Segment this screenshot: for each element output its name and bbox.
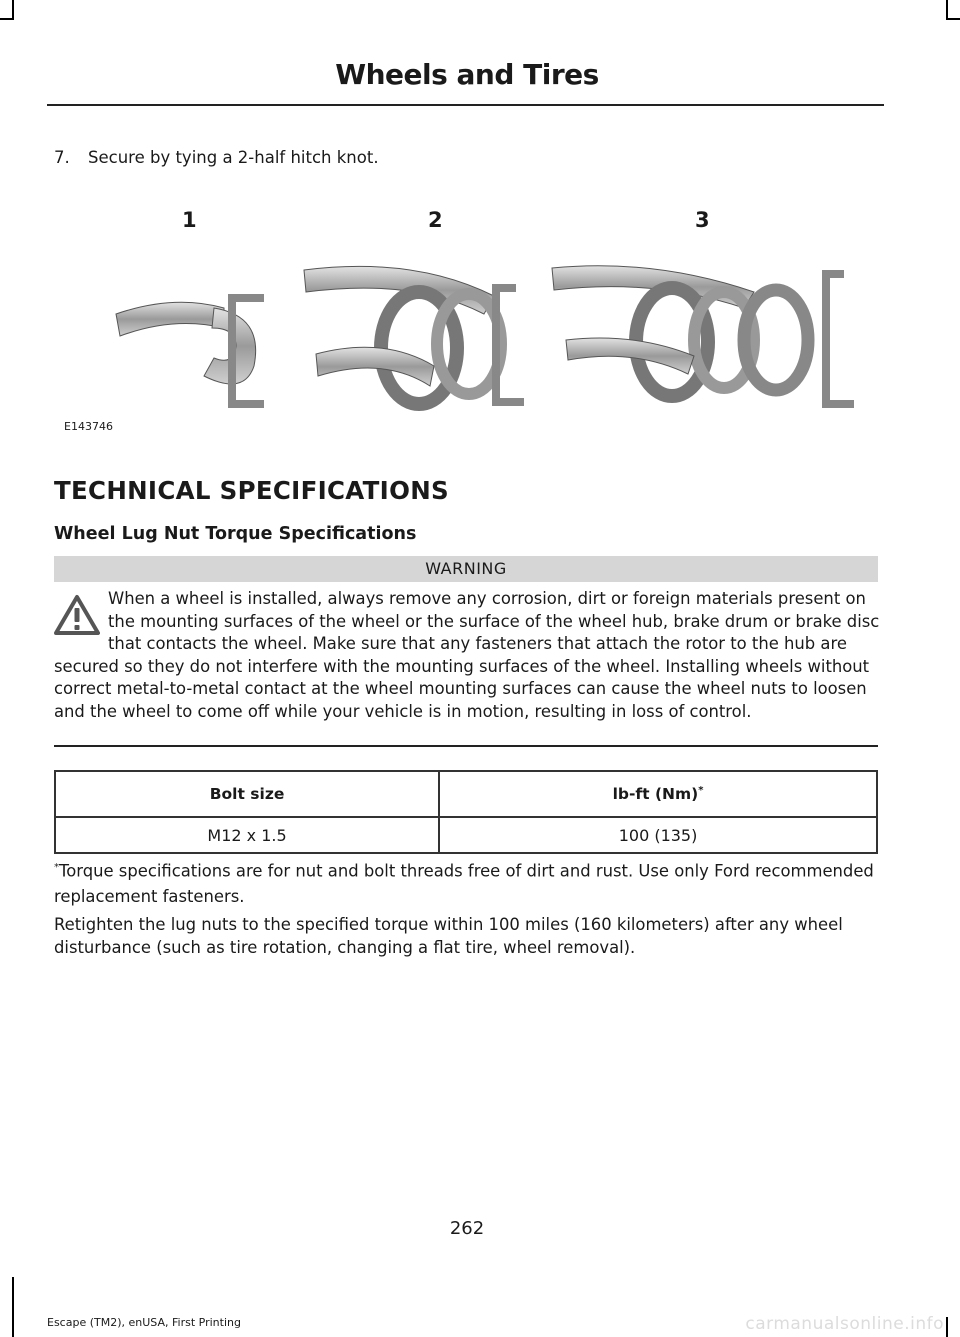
crop-mark xyxy=(12,0,14,20)
warning-triangle-icon xyxy=(54,594,100,636)
footer-edition: Escape (TM2), enUSA, First Printing xyxy=(47,1316,241,1329)
footnote-mark: * xyxy=(54,862,59,873)
warning-body xyxy=(54,588,880,723)
header-bolt-size: Bolt size xyxy=(55,771,439,817)
page-number: 262 xyxy=(449,1218,485,1239)
knot-step-2 xyxy=(304,266,524,404)
sub-heading: Wheel Lug Nut Torque Specifications xyxy=(54,524,417,544)
warning-text: When a wheel is installed, always remove any corrosion, dirt or foreign materials present on the mounting surfaces of the wheel or the surface of the wheel hub, brake drum or brake disc that contacts the wheel. Make sure that any fasteners that attach the rotor to the hub are secured so they do not interfere with the mounting surfaces of the wheel. Installing wheels without correct metal-to-metal contact at the wheel mounting surfaces can cause the wheel nuts to loosen and the wheel to come off while your vehicle is in motion, resulting in loss of control. xyxy=(54,589,880,721)
crop-mark xyxy=(946,1317,948,1337)
knot-step-3 xyxy=(552,266,854,404)
knot-illustration xyxy=(54,196,878,440)
table-header-row xyxy=(55,771,877,817)
crop-mark xyxy=(0,18,14,20)
watermark: carmanualsonline.info xyxy=(745,1314,944,1334)
figure-label-3: 3 xyxy=(695,208,710,232)
figure-id: E143746 xyxy=(64,420,113,433)
step-item xyxy=(54,148,379,167)
crop-mark xyxy=(12,1277,14,1337)
warning-rule xyxy=(54,745,878,747)
retighten-paragraph: Retighten the lug nuts to the specified torque within 100 miles (160 kilometers) after any wheel disturbance (such as tire rotation, changing a flat tire, wheel removal). xyxy=(54,915,843,957)
hitch-knot-drawing xyxy=(54,236,878,456)
table-row xyxy=(55,817,877,853)
page-header-title: Wheels and Tires xyxy=(335,58,599,91)
cell-torque: 100 (135) xyxy=(439,817,877,853)
cell-bolt-size: M12 x 1.5 xyxy=(55,817,439,853)
footnote-marker: * xyxy=(698,784,704,796)
figure-label-2: 2 xyxy=(428,208,443,232)
warning-label: WARNING xyxy=(54,556,878,582)
torque-spec-table xyxy=(54,770,878,854)
section-heading: TECHNICAL SPECIFICATIONS xyxy=(54,476,449,505)
step-number: 7. xyxy=(54,148,70,167)
step-text: Secure by tying a 2-half hitch knot. xyxy=(88,148,379,167)
table-footnote xyxy=(54,855,880,910)
header-torque: lb-ft (Nm)* xyxy=(439,771,877,817)
crop-mark xyxy=(946,0,948,20)
crop-mark xyxy=(946,18,960,20)
knot-step-1 xyxy=(116,298,264,404)
header-rule xyxy=(47,104,884,106)
figure-label-1: 1 xyxy=(182,208,197,232)
footnote-text: Torque specifications are for nut and bolt threads free of dirt and rust. Use only Ford recommended replacement fasteners. xyxy=(54,861,874,907)
